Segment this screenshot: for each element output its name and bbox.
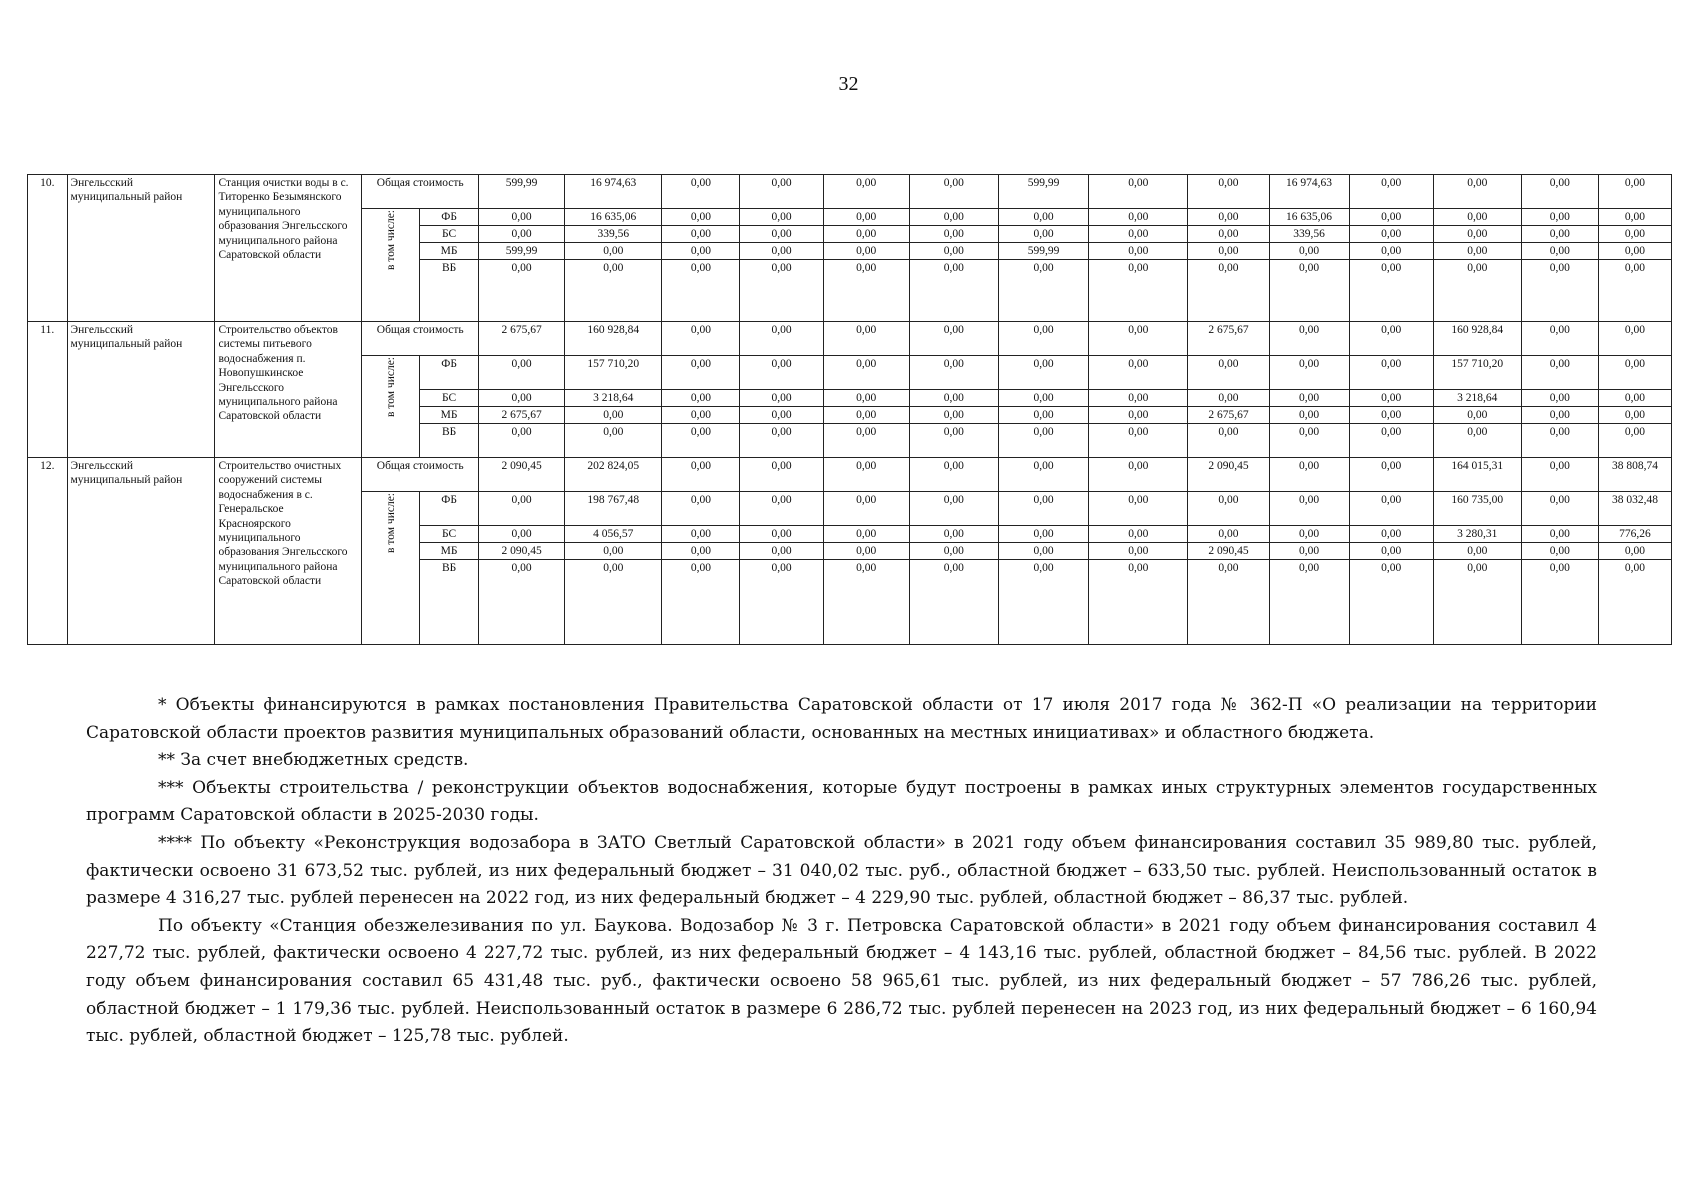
budget-source-code: БС xyxy=(420,526,479,543)
source-value: 0,00 xyxy=(823,390,909,407)
source-value: 0,00 xyxy=(1269,243,1349,260)
source-value: 0,00 xyxy=(740,356,823,390)
source-value: 0,00 xyxy=(998,209,1088,226)
total-value: 0,00 xyxy=(909,175,998,209)
source-value: 0,00 xyxy=(998,226,1088,243)
source-value: 0,00 xyxy=(1598,560,1671,645)
source-value: 0,00 xyxy=(1433,243,1521,260)
including-label-cell xyxy=(362,356,420,458)
source-value: 0,00 xyxy=(909,356,998,390)
object-name: Строительство очистных сооружений системы водоснабжения в с. Генеральское Красноярского муниципального образования Энгельсского муниципального района Саратовской области xyxy=(215,458,362,645)
source-value: 0,00 xyxy=(998,526,1088,543)
total-value: 0,00 xyxy=(1521,458,1598,492)
source-value: 0,00 xyxy=(662,560,740,645)
including-label: в том числе: xyxy=(384,357,397,417)
source-value: 0,00 xyxy=(1521,356,1598,390)
source-value: 599,99 xyxy=(479,243,565,260)
source-value: 0,00 xyxy=(1433,226,1521,243)
source-value: 0,00 xyxy=(823,526,909,543)
budget-source-code: ФБ xyxy=(420,356,479,390)
source-value: 0,00 xyxy=(1598,243,1671,260)
total-value: 160 928,84 xyxy=(565,322,662,356)
source-value: 0,00 xyxy=(1089,226,1188,243)
source-value: 0,00 xyxy=(1089,209,1188,226)
source-value: 0,00 xyxy=(1089,407,1188,424)
source-value: 0,00 xyxy=(998,560,1088,645)
source-value: 0,00 xyxy=(998,260,1088,322)
source-value: 157 710,20 xyxy=(565,356,662,390)
source-value: 0,00 xyxy=(1349,390,1433,407)
source-value: 0,00 xyxy=(1349,560,1433,645)
total-value: 0,00 xyxy=(740,458,823,492)
source-value: 0,00 xyxy=(479,209,565,226)
source-value: 2 090,45 xyxy=(1188,543,1269,560)
source-value: 0,00 xyxy=(909,390,998,407)
source-value: 0,00 xyxy=(823,260,909,322)
source-value: 3 218,64 xyxy=(1433,390,1521,407)
source-value: 0,00 xyxy=(1349,260,1433,322)
source-value: 0,00 xyxy=(740,243,823,260)
source-value: 0,00 xyxy=(479,424,565,458)
total-value: 202 824,05 xyxy=(565,458,662,492)
total-value: 0,00 xyxy=(909,458,998,492)
source-value: 0,00 xyxy=(565,407,662,424)
total-value: 0,00 xyxy=(998,322,1088,356)
source-value: 0,00 xyxy=(823,424,909,458)
source-value: 0,00 xyxy=(909,260,998,322)
source-value: 0,00 xyxy=(1521,424,1598,458)
source-value: 0,00 xyxy=(909,560,998,645)
total-value: 599,99 xyxy=(479,175,565,209)
footnote-5: По объекту «Станция обезжелезивания по ул. Баукова. Водозабор № 3 г. Петровска Саратовской области» в 2021 году объем финансирования составил 4 227,72 тыс. рублей, фактически освоено 4 227,72 тыс. рублей, из них федеральный бюджет – 4 143,16 тыс. рублей, областной бюджет – 84,56 тыс. рублей. В 2022 году объем финансирования составил 65 431,48 тыс. руб., фактически освоено 58 965,61 тыс. рублей, из них федеральный бюджет – 57 786,26 тыс. рублей, областной бюджет – 1 179,36 тыс. рублей. Неиспользованный остаток в размере 6 286,72 тыс. рублей перенесен на 2023 год, из них федеральный бюджет – 6 160,94 тыс. рублей, областной бюджет – 125,78 тыс. рублей. xyxy=(86,915,1597,1047)
object-name: Строительство объектов системы питьевого водоснабжения п. Новопушкинское Энгельсского муниципального района Саратовской области xyxy=(215,322,362,458)
total-value: 599,99 xyxy=(998,175,1088,209)
source-value: 0,00 xyxy=(1349,407,1433,424)
source-value: 0,00 xyxy=(1089,424,1188,458)
total-value: 0,00 xyxy=(1521,322,1598,356)
source-value: 0,00 xyxy=(1349,526,1433,543)
budget-source-code: МБ xyxy=(420,243,479,260)
source-value: 0,00 xyxy=(1598,209,1671,226)
source-value: 3 280,31 xyxy=(1433,526,1521,543)
source-value: 0,00 xyxy=(1188,209,1269,226)
footnote-3: *** Объекты строительства / реконструкции объектов водоснабжения, которые будут построены в рамках иных структурных элементов государственных программ Саратовской области в 2025-2030 годы. xyxy=(86,777,1597,826)
source-value: 0,00 xyxy=(1269,356,1349,390)
source-value: 0,00 xyxy=(479,390,565,407)
source-value: 0,00 xyxy=(1598,543,1671,560)
row-number: 12. xyxy=(28,458,68,645)
source-value: 0,00 xyxy=(1188,260,1269,322)
source-value: 0,00 xyxy=(740,543,823,560)
source-value: 0,00 xyxy=(740,226,823,243)
budget-source-code: МБ xyxy=(420,543,479,560)
source-value: 0,00 xyxy=(1188,226,1269,243)
source-value: 0,00 xyxy=(740,260,823,322)
source-value: 0,00 xyxy=(1188,526,1269,543)
total-value: 0,00 xyxy=(998,458,1088,492)
source-value: 0,00 xyxy=(1521,260,1598,322)
source-value: 0,00 xyxy=(1521,407,1598,424)
source-value: 0,00 xyxy=(1089,560,1188,645)
total-value: 0,00 xyxy=(1089,458,1188,492)
total-value: 38 808,74 xyxy=(1598,458,1671,492)
source-value: 0,00 xyxy=(823,243,909,260)
page-number: 32 xyxy=(838,73,859,95)
source-value: 0,00 xyxy=(1089,356,1188,390)
funding-table xyxy=(27,174,1672,645)
source-value: 0,00 xyxy=(1188,424,1269,458)
source-value: 0,00 xyxy=(740,424,823,458)
total-value: 0,00 xyxy=(1188,175,1269,209)
source-value: 0,00 xyxy=(662,209,740,226)
source-value: 0,00 xyxy=(740,407,823,424)
district-name: Энгельсский муниципальный район xyxy=(67,175,215,322)
total-value: 160 928,84 xyxy=(1433,322,1521,356)
source-value: 0,00 xyxy=(565,424,662,458)
source-value: 0,00 xyxy=(823,209,909,226)
source-value: 0,00 xyxy=(1349,492,1433,526)
total-cost-label: Общая стоимость xyxy=(362,175,479,209)
source-value: 0,00 xyxy=(565,543,662,560)
source-value: 0,00 xyxy=(1433,407,1521,424)
total-value: 2 675,67 xyxy=(479,322,565,356)
source-value: 0,00 xyxy=(662,390,740,407)
total-value: 0,00 xyxy=(662,322,740,356)
source-value: 0,00 xyxy=(479,226,565,243)
source-value: 0,00 xyxy=(1349,356,1433,390)
total-value: 0,00 xyxy=(1349,175,1433,209)
budget-source-code: МБ xyxy=(420,407,479,424)
source-value: 776,26 xyxy=(1598,526,1671,543)
object-name: Станция очистки воды в с. Титоренко Безымянского муниципального образования Энгельсского муниципального района Саратовской области xyxy=(215,175,362,322)
total-cost-label: Общая стоимость xyxy=(362,322,479,356)
source-value: 0,00 xyxy=(1521,543,1598,560)
footnote-2: ** За счет внебюджетных средств. xyxy=(158,750,469,771)
source-value: 0,00 xyxy=(1349,243,1433,260)
source-value: 0,00 xyxy=(1269,543,1349,560)
budget-source-code: БС xyxy=(420,226,479,243)
source-value: 4 056,57 xyxy=(565,526,662,543)
source-value: 0,00 xyxy=(1433,260,1521,322)
source-value: 0,00 xyxy=(740,492,823,526)
total-value: 2 090,45 xyxy=(479,458,565,492)
source-value: 2 675,67 xyxy=(479,407,565,424)
footnote-4: **** По объекту «Реконструкция водозабора в ЗАТО Светлый Саратовской области» в 2021 году объем финансирования составил 35 989,80 тыс. рублей, фактически освоено 31 673,52 тыс. рублей, из них федеральный бюджет – 31 040,02 тыс. руб., областной бюджет – 633,50 тыс. рублей. Неиспользованный остаток в размере 4 316,27 тыс. рублей перенесен на 2022 год, из них федеральный бюджет – 4 229,90 тыс. рублей, областной бюджет – 86,37 тыс. рублей. xyxy=(86,832,1597,909)
source-value: 0,00 xyxy=(1598,226,1671,243)
total-value: 0,00 xyxy=(1433,175,1521,209)
source-value: 0,00 xyxy=(565,560,662,645)
source-value: 0,00 xyxy=(1598,424,1671,458)
source-value: 0,00 xyxy=(909,424,998,458)
source-value: 0,00 xyxy=(662,543,740,560)
source-value: 38 032,48 xyxy=(1598,492,1671,526)
budget-source-code: ФБ xyxy=(420,492,479,526)
including-label-cell xyxy=(362,492,420,645)
source-value: 0,00 xyxy=(909,407,998,424)
district-name: Энгельсский муниципальный район xyxy=(67,458,215,645)
total-value: 0,00 xyxy=(740,322,823,356)
source-value: 0,00 xyxy=(565,243,662,260)
source-value: 0,00 xyxy=(998,424,1088,458)
budget-source-code: ФБ xyxy=(420,209,479,226)
total-value: 0,00 xyxy=(1269,322,1349,356)
source-value: 0,00 xyxy=(1269,260,1349,322)
source-value: 0,00 xyxy=(662,260,740,322)
project-row xyxy=(28,458,1672,492)
budget-source-code: БС xyxy=(420,390,479,407)
source-value: 0,00 xyxy=(1521,526,1598,543)
source-value: 0,00 xyxy=(740,209,823,226)
source-value: 0,00 xyxy=(565,260,662,322)
budget-source-code: ВБ xyxy=(420,260,479,322)
source-value: 0,00 xyxy=(909,492,998,526)
total-value: 0,00 xyxy=(1349,458,1433,492)
source-value: 0,00 xyxy=(823,560,909,645)
source-value: 0,00 xyxy=(1089,390,1188,407)
source-value: 0,00 xyxy=(740,526,823,543)
source-value: 0,00 xyxy=(823,226,909,243)
source-value: 0,00 xyxy=(1521,209,1598,226)
total-value: 16 974,63 xyxy=(1269,175,1349,209)
total-value: 0,00 xyxy=(823,175,909,209)
total-value: 0,00 xyxy=(662,175,740,209)
source-value: 0,00 xyxy=(1089,260,1188,322)
source-value: 0,00 xyxy=(998,492,1088,526)
source-value: 0,00 xyxy=(1349,209,1433,226)
source-value: 0,00 xyxy=(998,356,1088,390)
source-value: 16 635,06 xyxy=(1269,209,1349,226)
source-value: 0,00 xyxy=(1089,243,1188,260)
source-value: 0,00 xyxy=(1188,560,1269,645)
source-value: 0,00 xyxy=(1521,560,1598,645)
including-label-cell xyxy=(362,209,420,322)
source-value: 0,00 xyxy=(909,526,998,543)
source-value: 16 635,06 xyxy=(565,209,662,226)
total-value: 0,00 xyxy=(1089,175,1188,209)
source-value: 0,00 xyxy=(1089,526,1188,543)
total-value: 0,00 xyxy=(662,458,740,492)
budget-source-code: ВБ xyxy=(420,560,479,645)
source-value: 0,00 xyxy=(662,424,740,458)
total-value: 0,00 xyxy=(1598,175,1671,209)
source-value: 0,00 xyxy=(1188,356,1269,390)
source-value: 0,00 xyxy=(479,526,565,543)
row-number: 10. xyxy=(28,175,68,322)
project-row xyxy=(28,322,1672,356)
source-value: 0,00 xyxy=(1269,390,1349,407)
total-value: 0,00 xyxy=(823,458,909,492)
total-value: 0,00 xyxy=(1089,322,1188,356)
source-value: 0,00 xyxy=(662,526,740,543)
source-value: 0,00 xyxy=(1188,243,1269,260)
source-value: 0,00 xyxy=(998,407,1088,424)
source-value: 0,00 xyxy=(1089,543,1188,560)
including-label: в том числе: xyxy=(384,493,397,553)
table-body xyxy=(28,175,1672,645)
source-value: 0,00 xyxy=(1349,226,1433,243)
source-value: 0,00 xyxy=(1521,390,1598,407)
source-value: 0,00 xyxy=(1349,543,1433,560)
total-cost-label: Общая стоимость xyxy=(362,458,479,492)
budget-source-code: ВБ xyxy=(420,424,479,458)
source-value: 0,00 xyxy=(479,492,565,526)
source-value: 0,00 xyxy=(1269,407,1349,424)
total-value: 0,00 xyxy=(1521,175,1598,209)
source-value: 0,00 xyxy=(662,226,740,243)
source-value: 0,00 xyxy=(823,356,909,390)
source-value: 0,00 xyxy=(823,543,909,560)
source-value: 0,00 xyxy=(1598,356,1671,390)
source-value: 3 218,64 xyxy=(565,390,662,407)
total-value: 164 015,31 xyxy=(1433,458,1521,492)
source-value: 0,00 xyxy=(662,492,740,526)
total-value: 2 675,67 xyxy=(1188,322,1269,356)
source-value: 0,00 xyxy=(479,356,565,390)
total-value: 16 974,63 xyxy=(565,175,662,209)
row-number: 11. xyxy=(28,322,68,458)
source-value: 198 767,48 xyxy=(565,492,662,526)
footnote-1: * Объекты финансируются в рамках постановления Правительства Саратовской области от 17 июля 2017 года № 362-П «О реализации на территории Саратовской области проектов развития муниципальных образований области, основанных на местных инициативах» и областного бюджета. xyxy=(86,695,1597,743)
source-value: 0,00 xyxy=(1188,390,1269,407)
total-value: 0,00 xyxy=(1598,322,1671,356)
source-value: 0,00 xyxy=(1433,543,1521,560)
source-value: 0,00 xyxy=(909,209,998,226)
source-value: 0,00 xyxy=(662,356,740,390)
district-name: Энгельсский муниципальный район xyxy=(67,322,215,458)
total-value: 0,00 xyxy=(909,322,998,356)
source-value: 0,00 xyxy=(662,243,740,260)
source-value: 0,00 xyxy=(998,390,1088,407)
source-value: 0,00 xyxy=(909,543,998,560)
source-value: 2 675,67 xyxy=(1188,407,1269,424)
source-value: 0,00 xyxy=(1598,407,1671,424)
source-value: 0,00 xyxy=(1521,492,1598,526)
source-value: 0,00 xyxy=(1433,424,1521,458)
total-value: 0,00 xyxy=(740,175,823,209)
including-label: в том числе: xyxy=(384,210,397,270)
total-value: 0,00 xyxy=(823,322,909,356)
source-value: 0,00 xyxy=(909,243,998,260)
total-value: 0,00 xyxy=(1349,322,1433,356)
total-value: 2 090,45 xyxy=(1188,458,1269,492)
source-value: 157 710,20 xyxy=(1433,356,1521,390)
source-value: 0,00 xyxy=(998,543,1088,560)
source-value: 339,56 xyxy=(565,226,662,243)
source-value: 0,00 xyxy=(1269,560,1349,645)
source-value: 0,00 xyxy=(740,390,823,407)
source-value: 0,00 xyxy=(1598,260,1671,322)
source-value: 0,00 xyxy=(1433,209,1521,226)
source-value: 160 735,00 xyxy=(1433,492,1521,526)
source-value: 0,00 xyxy=(1269,492,1349,526)
source-value: 0,00 xyxy=(1188,492,1269,526)
source-value: 0,00 xyxy=(479,260,565,322)
source-value: 0,00 xyxy=(1269,526,1349,543)
source-value: 0,00 xyxy=(740,560,823,645)
total-value: 0,00 xyxy=(1269,458,1349,492)
source-value: 2 090,45 xyxy=(479,543,565,560)
source-value: 339,56 xyxy=(1269,226,1349,243)
source-value: 0,00 xyxy=(1521,243,1598,260)
source-value: 0,00 xyxy=(1433,560,1521,645)
source-value: 0,00 xyxy=(1269,424,1349,458)
source-value: 0,00 xyxy=(1598,390,1671,407)
source-value: 599,99 xyxy=(998,243,1088,260)
source-value: 0,00 xyxy=(479,560,565,645)
source-value: 0,00 xyxy=(823,492,909,526)
source-value: 0,00 xyxy=(1521,226,1598,243)
source-value: 0,00 xyxy=(909,226,998,243)
project-row xyxy=(28,175,1672,209)
source-value: 0,00 xyxy=(1349,424,1433,458)
source-value: 0,00 xyxy=(662,407,740,424)
source-value: 0,00 xyxy=(1089,492,1188,526)
footnotes xyxy=(86,692,1597,1051)
source-value: 0,00 xyxy=(823,407,909,424)
